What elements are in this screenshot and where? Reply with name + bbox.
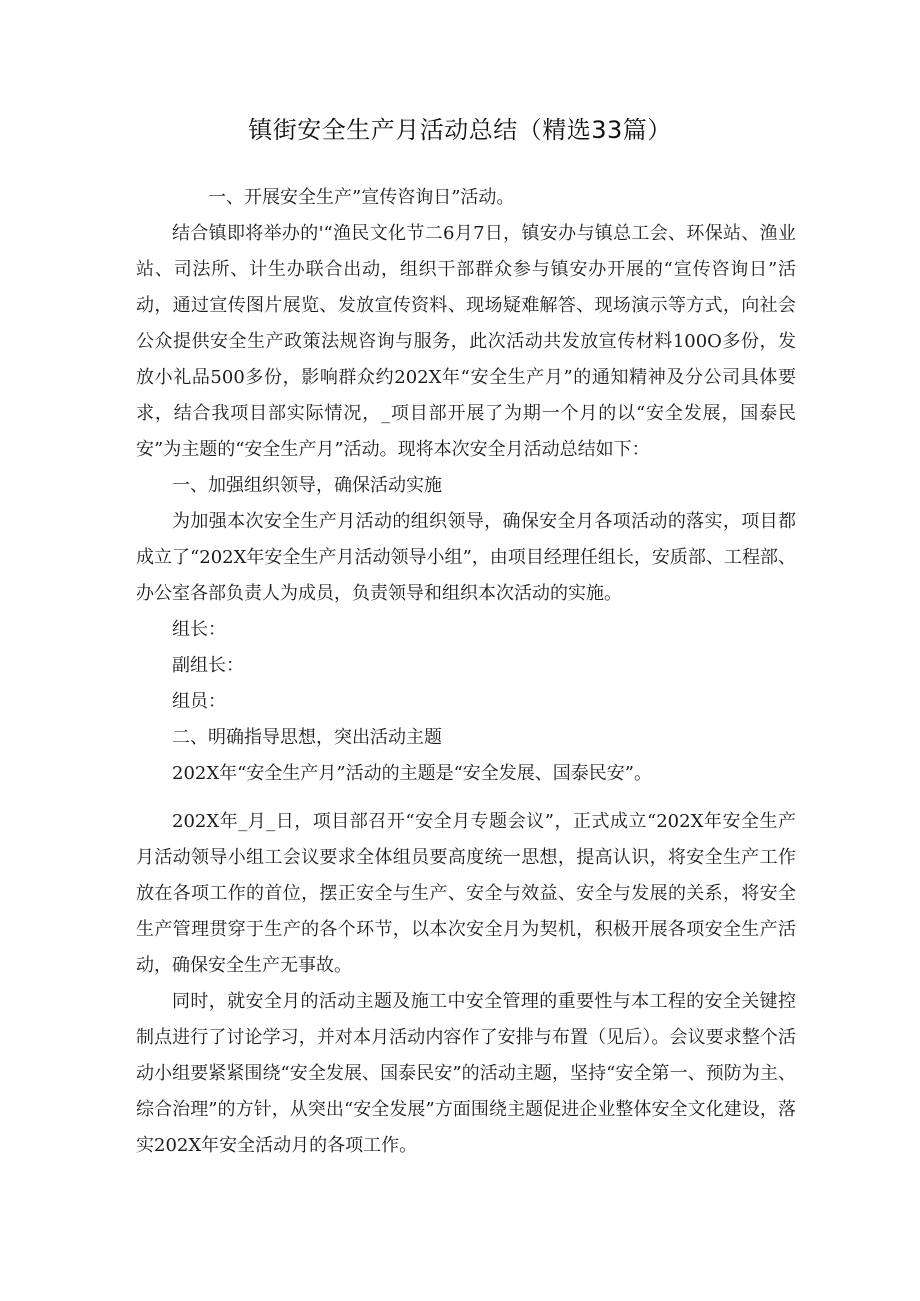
document-body xyxy=(136,180,796,1164)
paragraph-group-leader: 组长： xyxy=(172,619,226,640)
paragraph-group-members: 组员： xyxy=(172,691,226,712)
paragraph-discussion-study: 同时，就安全月的活动主题及施工中安全管理的重要性与本工程的安全关键控制点进行了讨论学习，并对本月活动内容作了安排与布置（见后）。会议要求整个活动小组要紧紧围绕“安全发展、国泰民安”的活动主题，坚持“安全第一、预防为主、综合治理”的方针，从突出“安全发展”方面围绕主题促进企业整体安全文化建设，落实202X年安全活动月的各项工作。 xyxy=(136,991,796,1156)
document-title: 镇街安全生产月活动总结（精选33篇） xyxy=(248,116,672,144)
paragraph-activity-theme: 202X年“安全生产月”活动的主题是“安全发展、国泰民安”。 xyxy=(172,763,652,784)
paragraph-section-two-heading: 二、明确指导思想，突出活动主题 xyxy=(172,727,442,748)
paragraph-leadership-group: 为加强本次安全生产月活动的组织领导，确保安全月各项活动的落实，项目都成立了“202X年安全生产月活动领导小组”，由项目经理任组长，安质部、工程部、办公室各部负责人为成员，负责领导和组织本次活动的实施。 xyxy=(136,511,796,604)
paragraph-deputy-leader: 副组长： xyxy=(172,655,244,676)
paragraph-publicity-day-body: 结合镇即将举办的'“渔民文化节二6月7日，镇安办与镇总工会、环保站、渔业站、司法所、计生办联合出动，组织干部群众参与镇安办开展的“宣传咨询日”活动，通过宣传图片展览、发放宣传资料、现场疑难解答、现场演示等方式，向社会公众提供安全生产政策法规咨询与服务，此次活动共发放宣传材料100O多份，发放小礼品500多份，影响群众约202X年“安全生产月”的通知精神及分公司具体要求，结合我项目部实际情况，_项目部开展了为期一个月的以“安全发展，国泰民安”为主题的“安全生产月”活动。现将本次安全月活动总结如下： xyxy=(136,223,796,460)
paragraph-special-meeting: 202X年_月_日，项目部召开“安全月专题会议”，正式成立“202X年安全生产月活动领导小组工会议要求全体组员要高度统一思想，提高认识，将安全生产工作放在各项工作的首位，摆正安全与生产、安全与效益、安全与发展的关系，将安全生产管理贯穿于生产的各个环节，以本次安全月为契机，积极开展各项安全生产活动，确保安全生产无事故。 xyxy=(136,811,796,976)
paragraph-publicity-day-heading: 一、开展安全生产”宣传咨询日”活动。 xyxy=(208,187,515,208)
paragraph-section-one-heading: 一、加强组织领导，确保活动实施 xyxy=(172,475,442,496)
